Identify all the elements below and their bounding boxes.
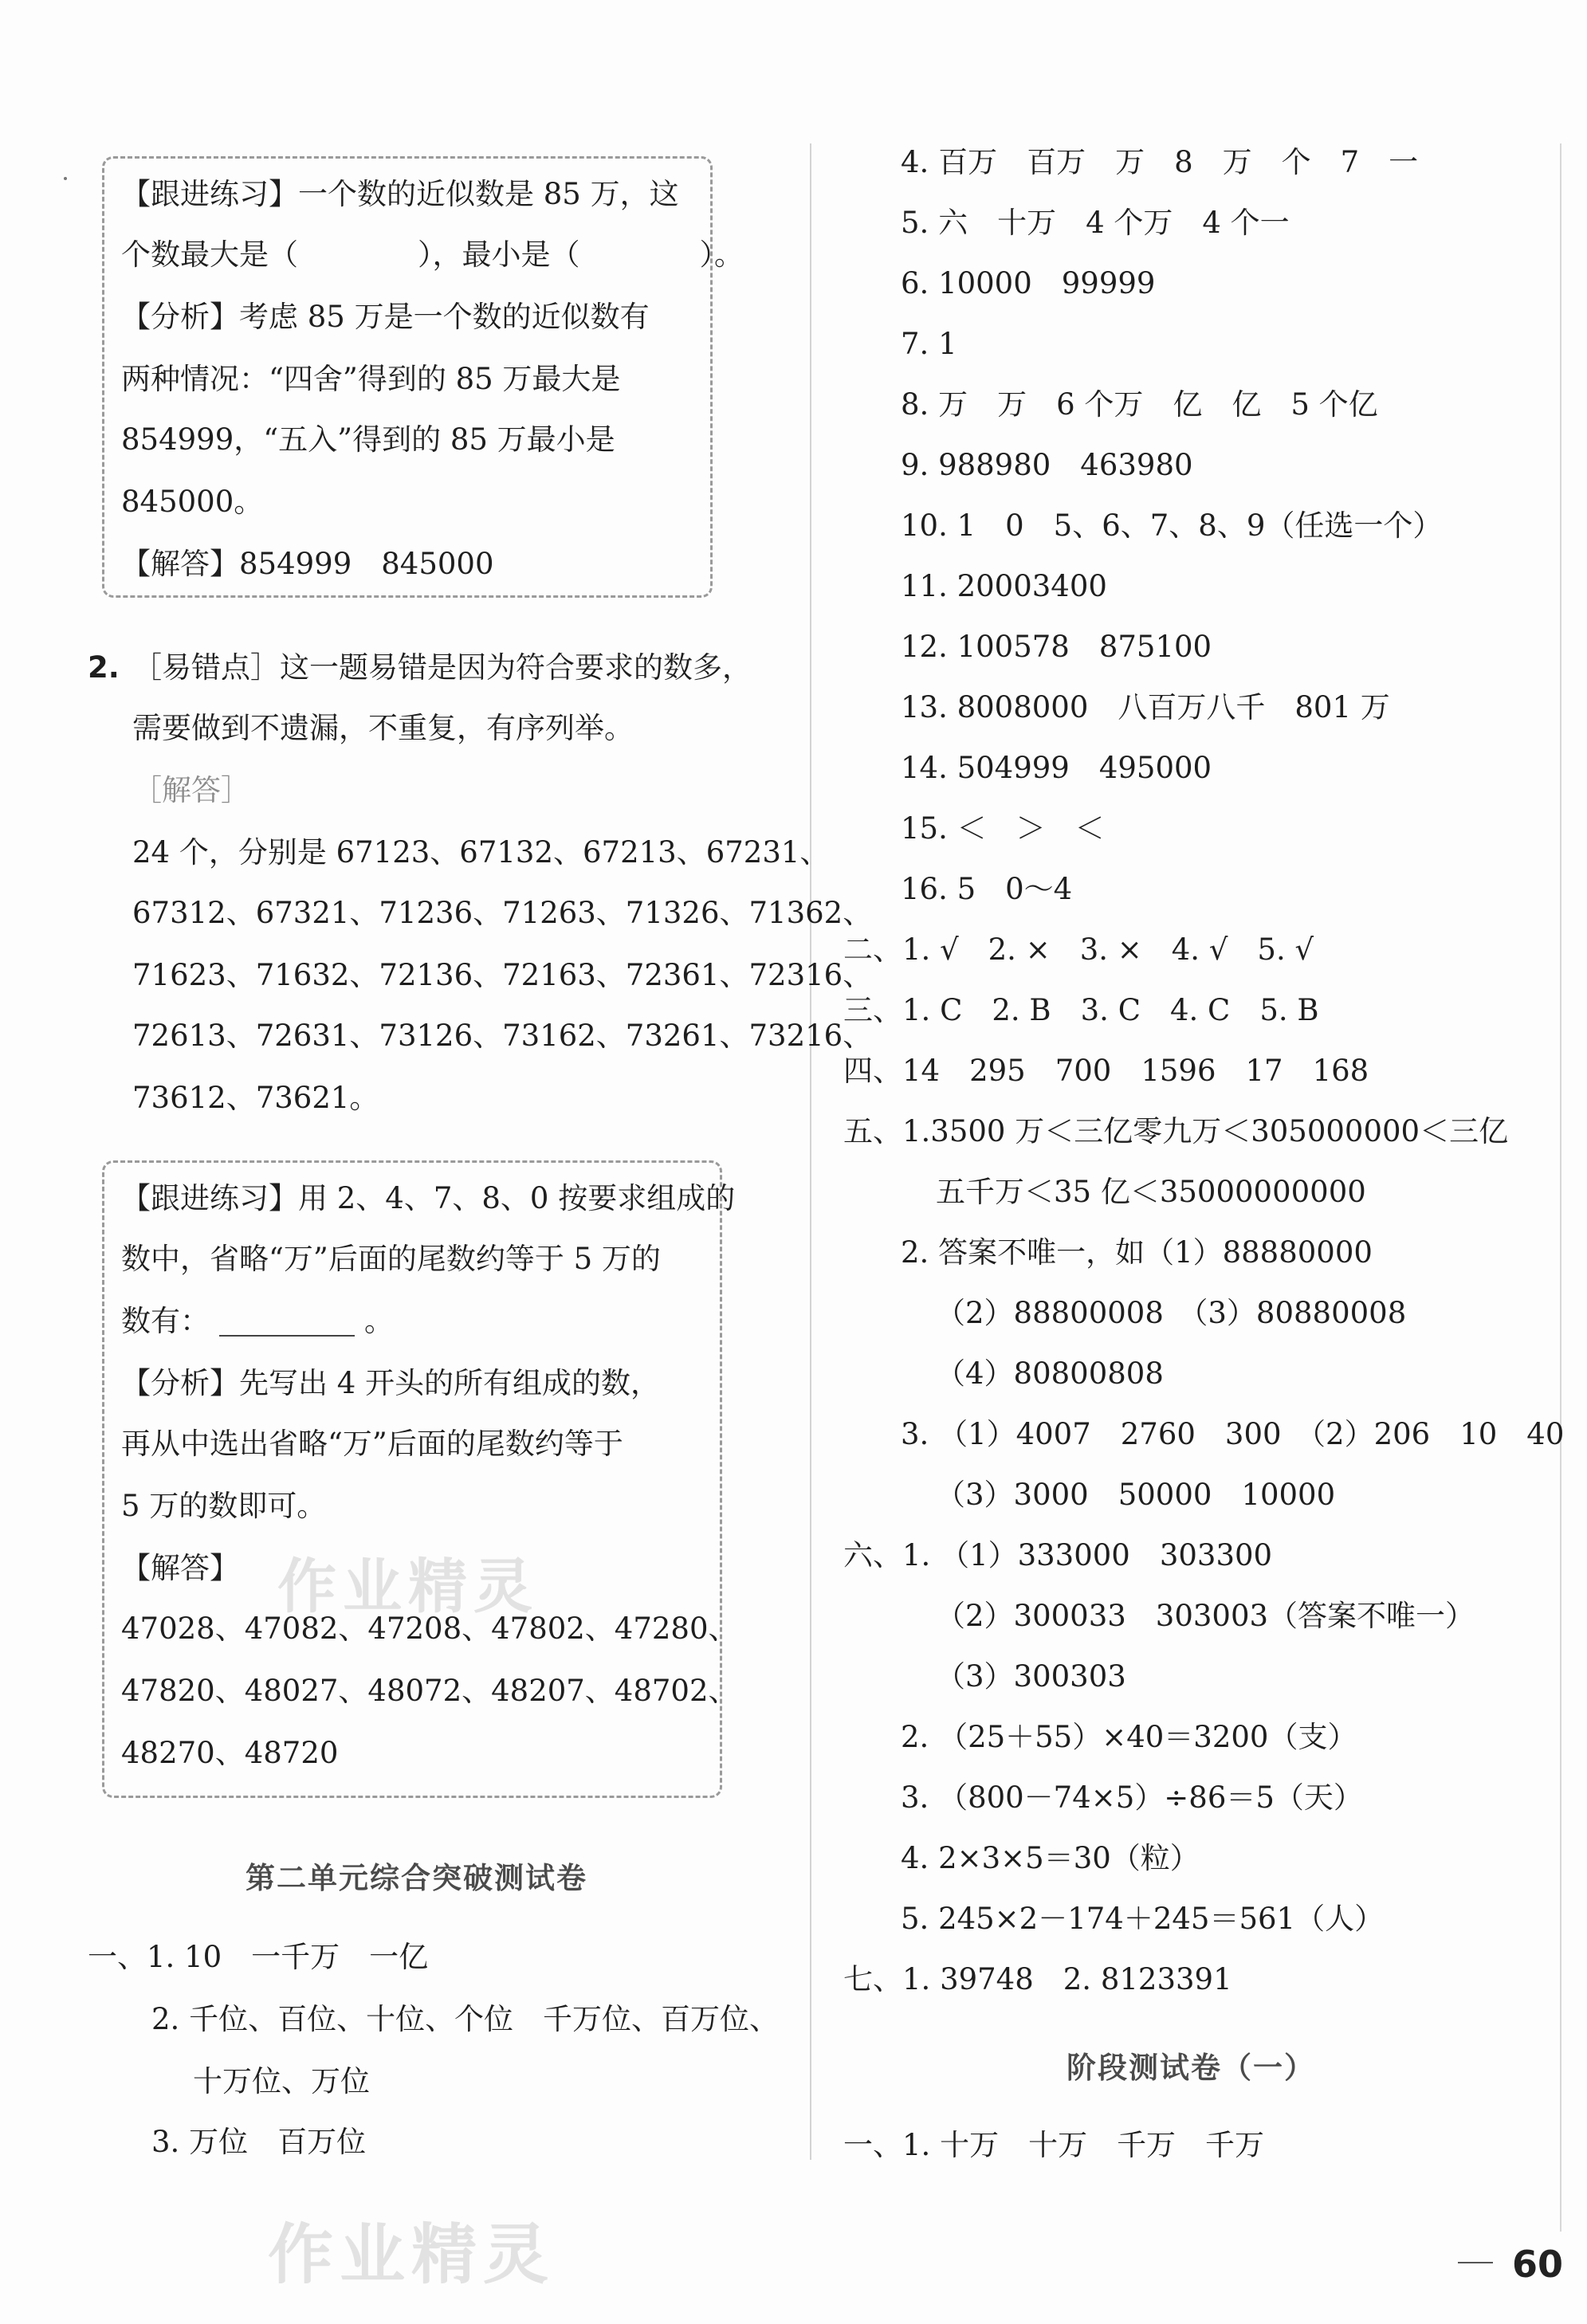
stage-test-title: 阶段测试卷（一）	[1067, 2051, 1315, 2085]
right-line-10: 14. 504999 495000	[901, 751, 1212, 785]
right-line-2: 6. 10000 99999	[901, 266, 1156, 300]
right-line-12: 16. 5 0～4	[901, 872, 1073, 906]
right-line-26: 2. （25＋55）×40＝3200（支）	[901, 1720, 1357, 1754]
box2-line8: 47028、47082、47208、47802、47280、	[121, 1611, 738, 1646]
right-line-0: 4. 百万 百万 万 8 万 个 7 一	[901, 145, 1419, 179]
box1-line2c: ）。	[699, 238, 744, 272]
right-line-22: （3）3000 50000 10000	[936, 1478, 1336, 1512]
box1-line5: 854999，“五入”得到的 85 万最小是	[121, 422, 615, 457]
unit-test-title: 第二单元综合突破测试卷	[246, 1861, 587, 1895]
watermark-text: 作业精灵	[277, 1553, 539, 1621]
right-line-25: （3）300303	[936, 1659, 1126, 1694]
right-line-11: 15. ＜ ＞ ＜	[901, 811, 1105, 846]
box1-line1: 【跟进练习】一个数的近似数是 85 万，这	[121, 177, 679, 211]
q2-line2: 需要做到不遗漏，不重复，有序列举。	[132, 711, 634, 745]
box1-line7: 【解答】854999 845000	[121, 547, 494, 581]
box2-line5: 再从中选出省略“万”后面的尾数约等于	[121, 1427, 623, 1461]
right-line-9: 13. 8008000 八百万八千 801 万	[901, 690, 1390, 724]
right-line-4: 8. 万 万 6 个万 亿 亿 5 个亿	[901, 387, 1378, 422]
watermark-text-bottom: 作业精灵	[268, 2217, 556, 2293]
right-line-21: 3. （1）4007 2760 300 （2）206 10 40	[901, 1417, 1565, 1451]
q2-ans1: 24 个，分别是 67123、67132、67213、67231、	[132, 835, 830, 870]
right-line-29: 5. 245×2－174＋245＝561（人）	[901, 1902, 1385, 1936]
box2-line1: 【跟进练习】用 2、4、7、8、0 按要求组成的	[121, 1181, 736, 1215]
q2-ans5: 73612、73621。	[132, 1081, 379, 1115]
right-line-30: 七、1. 39748 2. 8123391	[843, 1962, 1232, 1996]
right-line-27: 3. （800－74×5）÷86＝5（天）	[901, 1780, 1363, 1815]
box2-line3a: 数有：	[121, 1304, 210, 1338]
right-line-16: 五、1.3500 万＜三亿零九万＜305000000＜三亿	[843, 1114, 1509, 1148]
page-edge-line	[1560, 143, 1561, 2232]
right-line-28: 4. 2×3×5＝30（粒）	[901, 1841, 1200, 1875]
right-line-3: 7. 1	[901, 327, 957, 361]
right-line-5: 9. 988980 463980	[901, 448, 1193, 482]
box1-line6: 845000。	[121, 485, 264, 519]
box2-line2: 数中，省略“万”后面的尾数约等于 5 万的	[121, 1242, 661, 1276]
box2-line10: 48270、48720	[121, 1736, 339, 1770]
box2-line9: 47820、48027、48072、48207、48702、	[121, 1674, 738, 1708]
box2-line3	[121, 1299, 394, 1344]
q2-ans3: 71623、71632、72136、72163、72361、72316、	[132, 958, 873, 992]
right-line-23: 六、1. （1）333000 303300	[843, 1538, 1273, 1572]
box1-line3: 【分析】考虑 85 万是一个数的近似数有	[121, 300, 650, 334]
scan-dot	[64, 177, 67, 180]
section1-line1: 一、1. 10 一千万 一亿	[88, 1940, 429, 1974]
column-divider	[810, 143, 811, 2160]
right-line-7: 11. 20003400	[901, 569, 1107, 603]
box2-line4: 【分析】先写出 4 开头的所有组成的数，	[121, 1366, 661, 1400]
right-line-6: 10. 1 0 5、6、7、8、9（任选一个）	[901, 508, 1443, 543]
right-line-13: 二、1. √ 2. × 3. × 4. √ 5. √	[843, 932, 1314, 967]
q2-answer-label: ［解答］	[132, 773, 250, 807]
q2-number: 2.	[88, 650, 120, 685]
right-line-14: 三、1. C 2. B 3. C 4. C 5. B	[843, 993, 1319, 1027]
q2-ans2: 67312、67321、71236、71263、71326、71362、	[132, 896, 873, 930]
box2-line3b: 。	[364, 1304, 394, 1338]
page-number: 60	[1511, 2243, 1563, 2286]
page-number-dash	[1458, 2262, 1493, 2263]
q2-ans4: 72613、72631、73126、73162、73261、73216、	[132, 1019, 873, 1053]
stage-line1: 一、1. 十万 十万 千万 千万	[843, 2128, 1265, 2162]
right-line-17: 五千万＜35 亿＜35000000000	[936, 1175, 1366, 1209]
box2-line6: 5 万的数即可。	[121, 1489, 327, 1523]
box2-line7: 【解答】	[121, 1551, 239, 1585]
right-line-1: 5. 六 十万 4 个万 4 个一	[901, 206, 1290, 240]
right-line-24: （2）300033 303003（答案不唯一）	[936, 1599, 1475, 1633]
section1-line2: 2. 千位、百位、十位、个位 千万位、百万位、	[151, 2002, 780, 2036]
answer-blank	[219, 1311, 355, 1337]
box1-line2	[121, 233, 744, 277]
right-line-15: 四、14 295 700 1596 17 168	[843, 1054, 1369, 1088]
box1-line2b: ），最小是（	[418, 238, 580, 272]
q2-line1: ［易错点］这一题易错是因为符合要求的数多，	[132, 650, 752, 685]
right-line-18: 2. 答案不唯一，如（1）88880000	[901, 1235, 1373, 1270]
section1-line4: 3. 万位 百万位	[151, 2125, 367, 2159]
section1-line3: 十万位、万位	[193, 2064, 370, 2098]
right-line-19: （2）88800008 （3）80880008	[936, 1296, 1407, 1330]
box1-line4: 两种情况：“四舍”得到的 85 万最大是	[121, 362, 621, 396]
box1-line2a: 个数最大是（	[121, 238, 298, 272]
right-line-20: （4）80800808	[936, 1356, 1164, 1391]
right-line-8: 12. 100578 875100	[901, 630, 1212, 664]
